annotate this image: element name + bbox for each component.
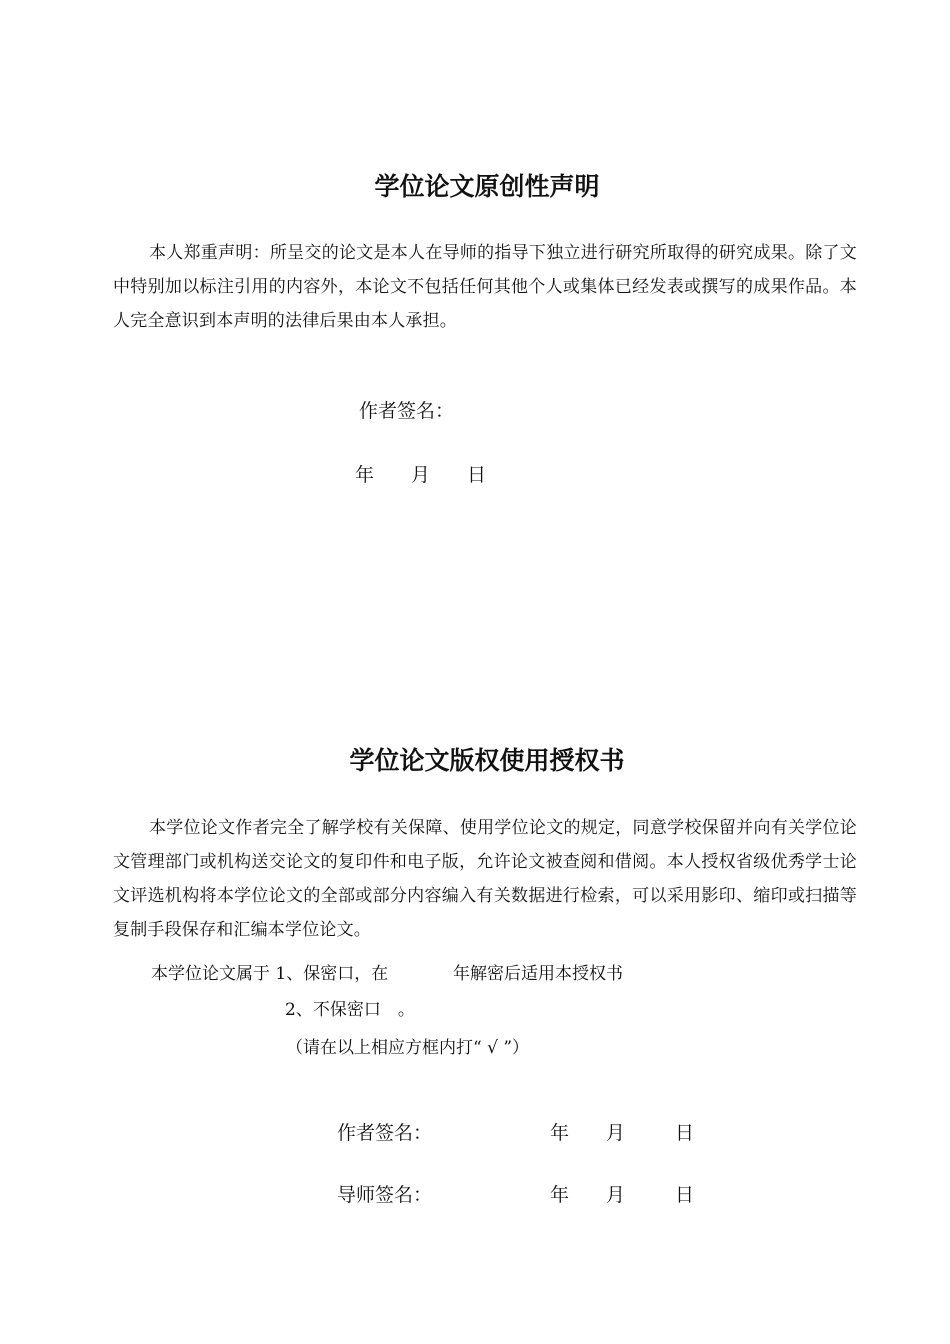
advisor-month-label: 月 bbox=[606, 1184, 626, 1206]
author-month-label: 月 bbox=[606, 1122, 626, 1144]
non-confidential-option-text: 2、不保密口 。 bbox=[285, 1000, 415, 1020]
declaration-month-label: 月 bbox=[411, 464, 431, 486]
advisor-day-label: 日 bbox=[675, 1184, 695, 1206]
declaration-title: 学位论文原创性声明 bbox=[374, 172, 600, 201]
advisor-signature-label: 导师签名： bbox=[337, 1184, 433, 1206]
declaration-body: 本人郑重声明：所呈交的论文是本人在导师的指导下独立进行研究所取得的研究成果。除了文中特别加以标注引用的内容外，本论文不包括任何其他个人或集体已经发表或撰写的成果作品。本人完全意识到本声明的法律后果由本人承担。 bbox=[113, 243, 857, 331]
authorization-body: 本学位论文作者完全了解学校有关保障、使用学位论文的规定，同意学校保留并向有关学位论文管理部门或机构送交论文的复印件和电子版，允许论文被查阅和借阅。本人授权省级优秀学士论文评选机构将本学位论文的全部或部分内容编入有关数据进行检索，可以采用影印、缩印或扫描等复制手段保存和汇编本学位论文。 bbox=[113, 818, 857, 940]
advisor-year-label: 年 bbox=[550, 1184, 570, 1206]
declaration-year-label: 年 bbox=[355, 464, 375, 486]
declaration-day-label: 日 bbox=[467, 464, 487, 486]
checkbox-instruction-note: （请在以上相应方框内打“ √ ”） bbox=[286, 1038, 530, 1058]
author-year-label: 年 bbox=[550, 1122, 570, 1144]
authorization-author-signature-label: 作者签名： bbox=[337, 1122, 433, 1144]
confidential-option-text: 本学位论文属于 1、保密口，在 bbox=[151, 964, 389, 984]
confidential-option-suffix: 年解密后适用本授权书 bbox=[453, 964, 623, 984]
declaration-author-signature-label: 作者签名： bbox=[359, 400, 455, 422]
authorization-title: 学位论文版权使用授权书 bbox=[349, 746, 625, 775]
author-day-label: 日 bbox=[675, 1122, 695, 1144]
